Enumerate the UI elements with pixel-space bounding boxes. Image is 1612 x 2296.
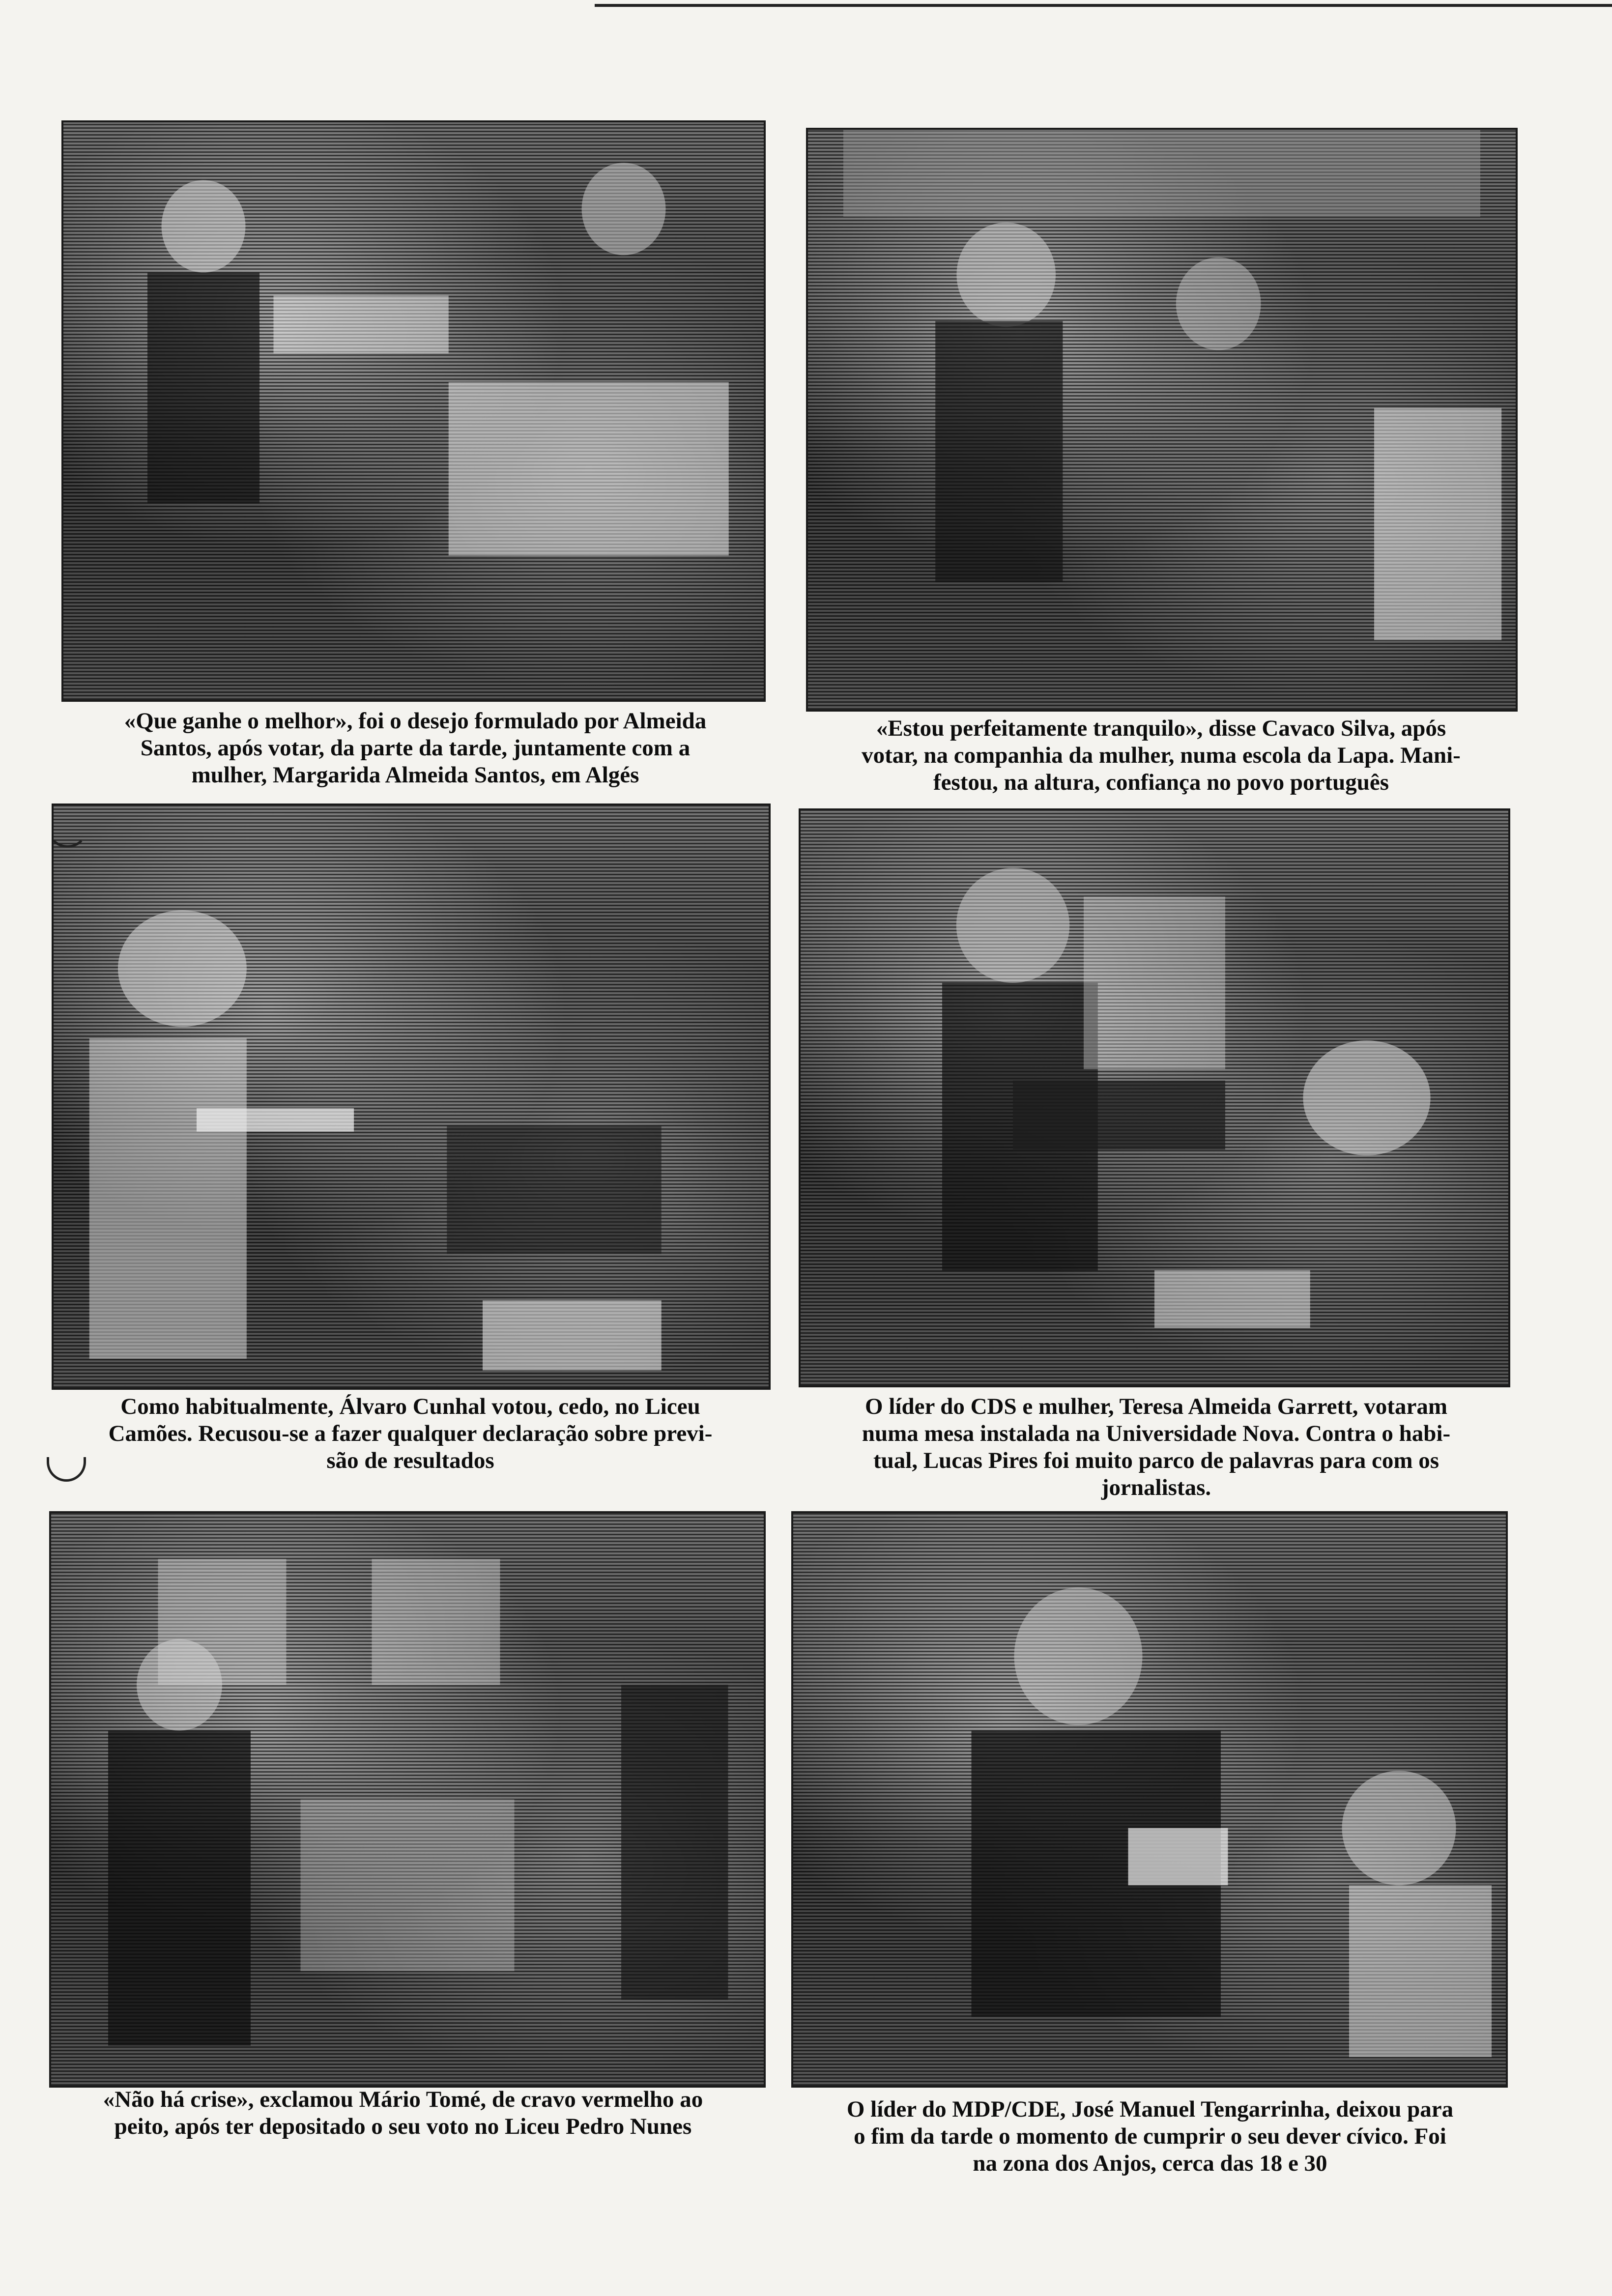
caption-lucas-pires: O líder do CDS e mulher, Teresa Almeida Garrett, votaram numa mesa instalada na Universidade Nova. Contra o habi- tual, Lucas Pires foi muito parco de palavras para com os jornalistas. <box>862 1394 1451 1500</box>
photo-alvaro-cunhal <box>52 804 771 1390</box>
caption-mario-tome: «Não há crise», exclamou Mário Tomé, de cravo vermelho ao peito, após ter depositado o seu voto no Liceu Pedro Nunes <box>103 2087 703 2139</box>
scan-mark-left <box>47 1457 86 1482</box>
photo-almeida-santos <box>61 120 766 702</box>
caption-cavaco-silva: «Estou perfeitamente tranquilo», disse Cavaco Silva, após votar, na companhia da mulher, numa escola da Lapa. Mani- festou, na altura, confiança no povo português <box>862 716 1461 795</box>
photo-lucas-pires <box>799 808 1510 1387</box>
scan-mark-top-left <box>47 806 88 848</box>
top-rule <box>595 4 1612 7</box>
caption-almeida-santos: «Que ganhe o melhor», foi o desejo formulado por Almeida Santos, após votar, da parte da tarde, juntamente com a mulher, Margarida Almeida Santos, em Algés <box>124 708 707 788</box>
caption-tengarrinha: O líder do MDP/CDE, José Manuel Tengarrinha, deixou para o fim da tarde o momento de cumprir o seu dever cívico. Foi na zona dos Anjos, cerca das 18 e 30 <box>846 2096 1454 2176</box>
photo-tengarrinha <box>791 1511 1508 2088</box>
photo-cavaco-silva <box>806 128 1518 712</box>
photo-mario-tome <box>49 1511 766 2088</box>
caption-alvaro-cunhal: Como habitualmente, Álvaro Cunhal votou, cedo, no Liceu Camões. Recusou-se a fazer qualquer declaração sobre previ- são de resultados <box>108 1394 713 1473</box>
